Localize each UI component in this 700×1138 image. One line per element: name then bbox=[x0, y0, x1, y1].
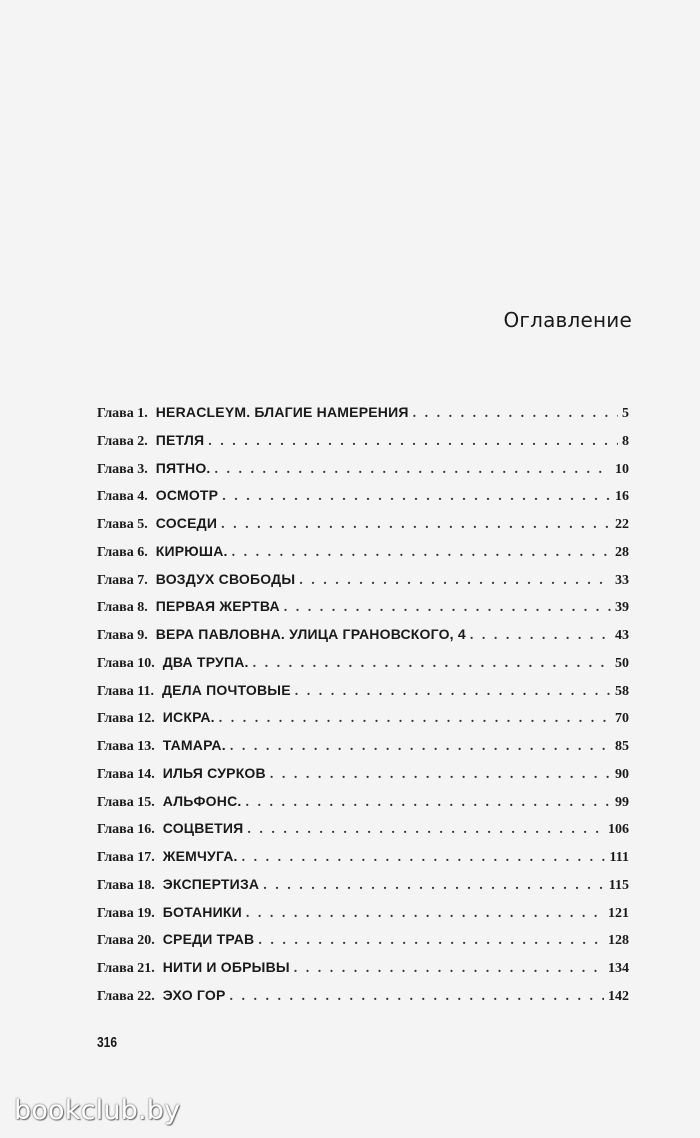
toc-entry-label: Глава 11. bbox=[97, 683, 154, 699]
toc-entry-title: ПЕРВАЯ ЖЕРТВА bbox=[155, 598, 280, 615]
toc-entry-page: 8 bbox=[622, 433, 629, 449]
toc-entry-page: 99 bbox=[615, 794, 629, 810]
toc-entry-9 bbox=[97, 626, 629, 654]
toc-entry-page: 16 bbox=[615, 489, 629, 505]
toc-entry-page: 111 bbox=[609, 850, 629, 865]
toc-entry-page: 5 bbox=[622, 406, 629, 421]
toc-entry-label: Глава 1. bbox=[97, 406, 148, 421]
toc-entry-label: Глава 8. bbox=[97, 600, 148, 616]
toc-dot-leader bbox=[221, 517, 611, 533]
toc-entry-label: Глава 5. bbox=[97, 517, 148, 532]
toc-entry-title: ПЕТЛЯ bbox=[155, 431, 205, 448]
toc-entry-title: СРЕДИ ТРАВ bbox=[162, 931, 255, 948]
toc-entry-page: 115 bbox=[608, 877, 629, 893]
toc-entry-page: 22 bbox=[615, 517, 629, 532]
toc-entry-5 bbox=[97, 515, 629, 543]
toc-entry-7 bbox=[97, 571, 629, 599]
toc-entry-title: ИСКРА. bbox=[162, 709, 215, 726]
toc-entry-title: СОЦВЕТИЯ bbox=[162, 820, 244, 837]
toc-entry-title: АЛЬФОНС. bbox=[162, 792, 242, 809]
toc-entry-page: 121 bbox=[608, 905, 629, 921]
toc-entry-label: Глава 2. bbox=[97, 433, 148, 449]
toc-dot-leader bbox=[295, 684, 611, 700]
toc-entry-13 bbox=[97, 737, 629, 765]
toc-entry-title: НИТИ И ОБРЫВЫ bbox=[162, 959, 290, 975]
toc-entry-label: Глава 16. bbox=[97, 822, 155, 838]
toc-entry-label: Глава 15. bbox=[97, 794, 155, 810]
toc-entry-title: ДЕЛА ПОЧТОВЫЕ bbox=[161, 681, 291, 698]
toc-dot-leader bbox=[263, 878, 605, 894]
toc-entry-page: 10 bbox=[615, 461, 629, 477]
toc-entry-page: 142 bbox=[608, 988, 629, 1004]
toc-entry-page: 33 bbox=[615, 572, 629, 588]
toc-entry-3 bbox=[97, 460, 629, 488]
toc-entry-page: 58 bbox=[615, 683, 629, 699]
toc-dot-leader bbox=[470, 628, 611, 644]
toc-entry-title: ЖЕМЧУГА. bbox=[162, 848, 238, 864]
toc-entry-title: ЭХО ГОР bbox=[162, 986, 226, 1003]
toc-entry-label: Глава 4. bbox=[97, 489, 148, 505]
toc-dot-leader bbox=[413, 406, 618, 422]
toc-entry-title: КИРЮША. bbox=[155, 542, 228, 559]
toc-entry-label: Глава 10. bbox=[97, 655, 155, 671]
toc-dot-leader bbox=[230, 739, 611, 755]
toc-entry-11 bbox=[97, 682, 629, 710]
toc-entry-page: 128 bbox=[608, 933, 629, 949]
toc-entry-label: Глава 21. bbox=[97, 961, 155, 976]
toc-entry-page: 28 bbox=[615, 544, 629, 560]
toc-entry-label: Глава 20. bbox=[97, 933, 155, 949]
toc-dot-leader bbox=[219, 711, 611, 727]
toc-dot-leader bbox=[284, 600, 611, 616]
toc-list bbox=[97, 404, 629, 1015]
toc-entry-title: ДВА ТРУПА. bbox=[162, 653, 249, 670]
toc-entry-label: Глава 18. bbox=[97, 877, 155, 893]
toc-entry-22 bbox=[97, 987, 629, 1015]
toc-entry-label: Глава 13. bbox=[97, 739, 155, 754]
toc-entry-8 bbox=[97, 598, 629, 626]
toc-title: Оглавление bbox=[503, 308, 632, 332]
toc-entry-label: Глава 6. bbox=[97, 544, 148, 560]
toc-entry-label: Глава 19. bbox=[97, 905, 155, 921]
toc-entry-title: ВЕРА ПАВЛОВНА. УЛИЦА ГРАНОВСКОГО, 4 bbox=[155, 626, 466, 642]
page-number: 316 bbox=[97, 1034, 118, 1051]
toc-entry-page: 39 bbox=[615, 600, 629, 616]
toc-entry-label: Глава 7. bbox=[97, 572, 148, 588]
toc-entry-title: БОТАНИКИ bbox=[162, 903, 242, 920]
toc-entry-label: Глава 12. bbox=[97, 711, 155, 727]
toc-entry-21 bbox=[97, 959, 629, 987]
toc-entry-title: ИЛЬЯ СУРКОВ bbox=[162, 764, 266, 781]
toc-entry-1 bbox=[97, 404, 629, 432]
toc-entry-title: ЭКСПЕРТИЗА bbox=[162, 875, 260, 892]
toc-entry-19 bbox=[97, 904, 629, 932]
watermark: bookclub.by bbox=[14, 1095, 181, 1126]
toc-entry-title: ВОЗДУХ СВОБОДЫ bbox=[155, 570, 296, 587]
toc-entry-label: Глава 3. bbox=[97, 461, 148, 477]
toc-entry-20 bbox=[97, 931, 629, 959]
toc-entry-2 bbox=[97, 432, 629, 460]
toc-entry-6 bbox=[97, 543, 629, 571]
toc-dot-leader bbox=[242, 850, 606, 866]
toc-dot-leader bbox=[232, 545, 611, 561]
toc-dot-leader bbox=[299, 573, 611, 589]
toc-entry-label: Глава 9. bbox=[97, 628, 148, 643]
toc-entry-4 bbox=[97, 487, 629, 515]
toc-dot-leader bbox=[215, 462, 611, 478]
toc-dot-leader bbox=[247, 822, 604, 838]
toc-entry-title: HERACLEYM. БЛАГИЕ НАМЕРЕНИЯ bbox=[155, 404, 409, 420]
toc-dot-leader bbox=[246, 906, 604, 922]
toc-entry-title: ПЯТНО. bbox=[155, 459, 211, 476]
toc-entry-15 bbox=[97, 793, 629, 821]
toc-entry-16 bbox=[97, 820, 629, 848]
toc-entry-17 bbox=[97, 848, 629, 876]
toc-dot-leader bbox=[208, 434, 618, 450]
toc-entry-10 bbox=[97, 654, 629, 682]
toc-dot-leader bbox=[270, 767, 611, 783]
toc-entry-page: 50 bbox=[615, 655, 629, 671]
toc-entry-title: ОСМОТР bbox=[155, 487, 219, 504]
toc-entry-page: 85 bbox=[615, 739, 629, 754]
toc-entry-title: СОСЕДИ bbox=[155, 515, 218, 531]
toc-entry-title: ТАМАРА. bbox=[162, 737, 226, 753]
toc-entry-page: 43 bbox=[615, 628, 629, 643]
toc-entry-page: 90 bbox=[615, 766, 629, 782]
toc-dot-leader bbox=[222, 489, 611, 505]
toc-entry-page: 134 bbox=[608, 961, 629, 976]
toc-entry-label: Глава 14. bbox=[97, 766, 155, 782]
toc-dot-leader bbox=[245, 795, 611, 811]
toc-entry-14 bbox=[97, 765, 629, 793]
toc-entry-18 bbox=[97, 876, 629, 904]
toc-dot-leader bbox=[253, 656, 611, 672]
toc-entry-page: 106 bbox=[608, 822, 629, 838]
toc-entry-label: Глава 22. bbox=[97, 988, 155, 1004]
toc-entry-12 bbox=[97, 709, 629, 737]
toc-entry-page: 70 bbox=[615, 711, 629, 727]
toc-dot-leader bbox=[294, 961, 604, 977]
toc-dot-leader bbox=[258, 933, 604, 949]
toc-dot-leader bbox=[230, 989, 605, 1005]
toc-entry-label: Глава 17. bbox=[97, 850, 155, 865]
